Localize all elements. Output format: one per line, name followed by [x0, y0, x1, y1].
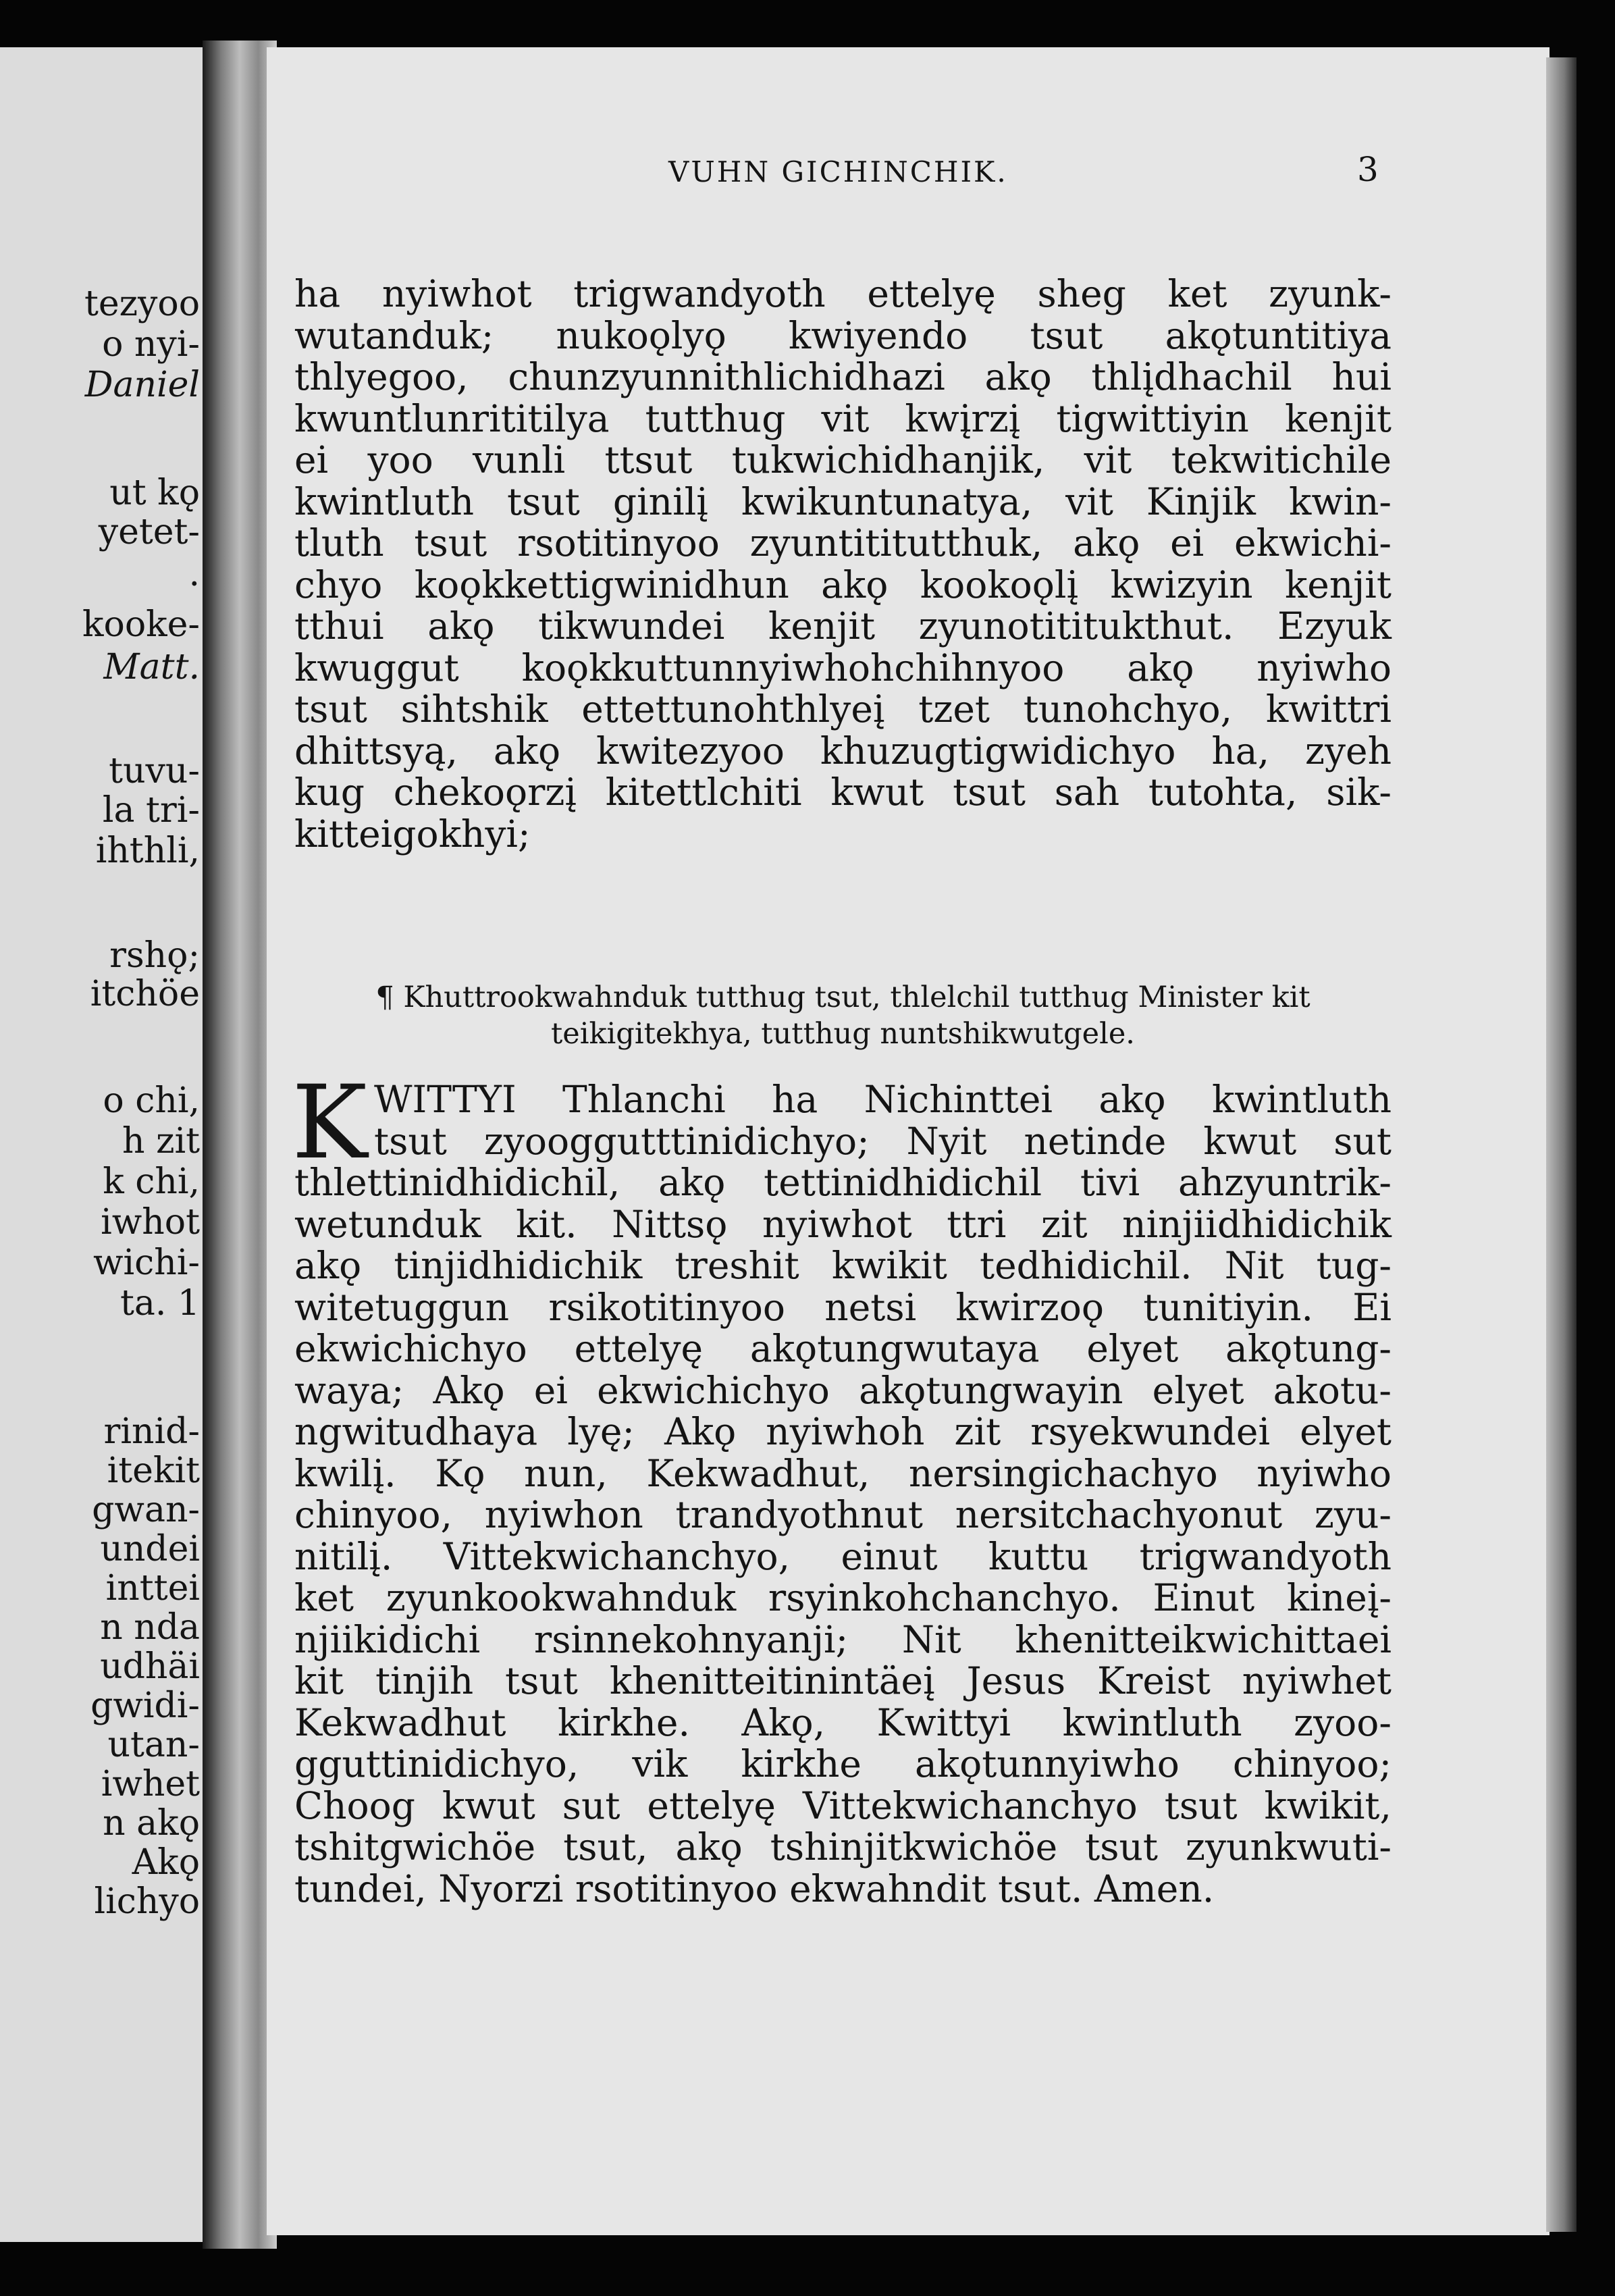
- text-line: nitilį. Vittekwichanchyo, einut kuttu trigwandyoth: [294, 1534, 1392, 1578]
- drop-cap: K: [292, 1064, 368, 1182]
- paragraph-1: [294, 273, 1392, 855]
- facing-page-fragment: .: [188, 554, 200, 594]
- facing-page-fragment: o chi,: [103, 1080, 200, 1121]
- facing-page-fragment: iwhot: [101, 1202, 200, 1243]
- text-line: akǫ tinjidhidichik treshit kwikit tedhidichil. Nit tug-: [294, 1244, 1392, 1287]
- facing-page-fragment: lichyo: [94, 1881, 200, 1922]
- text-line: chyo koǫkkettigwinidhun akǫ kookoǫlį kwizyin kenjit: [294, 563, 1392, 606]
- text-line: kwuntlunrititilya tutthug vit kwįrzį tigwittiyin kenjit: [294, 396, 1392, 440]
- facing-page: [0, 47, 215, 2242]
- text-line: tsut sihtshik ettettunohthlyeį tzet tunohchyo, kwittri: [294, 687, 1392, 731]
- text-line: ha nyiwhot trigwandyoth ettelyę sheg ket zyunk-: [294, 272, 1392, 315]
- facing-page-fragment: undei: [100, 1529, 200, 1569]
- text-line: ngwitudhaya lyę; Akǫ nyiwhoh zit rsyekwundei elyet: [294, 1410, 1392, 1453]
- facing-page-fragment: rshǫ;: [109, 935, 200, 976]
- text-line: kwuggut koǫkkuttunnyiwhohchihnyoo akǫ nyiwho: [294, 646, 1392, 689]
- facing-page-fragment: gwidi-: [90, 1686, 200, 1726]
- facing-page-fragment: udhäi: [100, 1646, 200, 1687]
- rubric: [294, 979, 1392, 1052]
- facing-page-fragment: ut kǫ: [109, 473, 200, 513]
- text-line: tluth tsut rsotitinyoo zyuntititutthuk, akǫ ei ekwichi-: [294, 521, 1392, 565]
- text-line: tsut zyooggutttinidichyo; Nyit netinde kwut sut: [374, 1119, 1392, 1163]
- text-line: njiikidichi rsinnekohnyanji; Nit khenitteikwichittaei: [294, 1617, 1392, 1661]
- facing-page-fragment: wichi-: [93, 1243, 200, 1283]
- facing-page-fragment: utan-: [107, 1725, 200, 1765]
- text-line: waya; Akǫ ei ekwichichyo akǫtungwayin elyet akotu-: [294, 1368, 1392, 1412]
- facing-page-fragment: gwan-: [92, 1490, 200, 1530]
- text-line: gguttinidichyo, vik kirkhe akǫtunnyiwho chinyoo;: [294, 1742, 1392, 1785]
- facing-page-fragment: Akǫ: [132, 1842, 200, 1883]
- facing-page-fragment: iwhet: [101, 1764, 200, 1804]
- facing-page-fragment: n akǫ: [103, 1803, 200, 1844]
- text-line: chinyoo, nyiwhon trandyothnut nersitchachyonut zyu-: [294, 1493, 1392, 1536]
- facing-page-fragment: ta. 1: [120, 1283, 200, 1324]
- facing-page-fragment: inttei: [105, 1568, 200, 1609]
- rubric-line: ¶ Khuttrookwahnduk tutthug tsut, thlelchil tutthug Minister kit: [375, 981, 1310, 1014]
- facing-page-fragment: tuvu-: [109, 751, 200, 791]
- text-line: witetuggun rsikotitinyoo netsi kwirzoǫ tunitiyin. Ei: [294, 1285, 1392, 1329]
- facing-page-fragment: k chi,: [103, 1162, 200, 1202]
- text-line: thlyegoo, chunzyunnithlichidhazi akǫ thlįdhachil hui: [294, 355, 1392, 398]
- rubric-line: teikigitekhya, tutthug nuntshikwutgele.: [551, 1017, 1135, 1051]
- text-line: tundei, Nyorzi rsotitinyoo ekwahndit tsut. Amen.: [294, 1867, 1215, 1910]
- facing-page-fragment: n nda: [100, 1607, 200, 1648]
- text-line: WITTYI Thlanchi ha Nichinttei akǫ kwintluth: [374, 1078, 1392, 1121]
- prayer-paragraph: [292, 1064, 1392, 1910]
- text-line: kitteigokhyi;: [294, 812, 531, 856]
- text-line: kug chekoǫrzį kitettlchiti kwut tsut sah tutohta, sik-: [294, 771, 1392, 814]
- facing-page-fragment: tezyoo: [84, 284, 200, 324]
- facing-page-fragment: itchöe: [90, 974, 200, 1014]
- running-head: VUHN GICHINCHIK.: [668, 155, 1008, 188]
- text-line: ekwichichyo ettelyę akǫtungwutaya elyet akǫtung-: [294, 1327, 1392, 1370]
- text-line: kit tinjih tsut khenitteitinintäeį Jesus Kreist nyiwhet: [294, 1659, 1392, 1702]
- page-number: 3: [1357, 150, 1379, 189]
- facing-page-fragment: Matt.: [103, 647, 200, 687]
- facing-page-fragment: kooke-: [82, 604, 200, 645]
- text-line: ket zyunkookwahnduk rsyinkohchanchyo. Einut kineį-: [294, 1576, 1392, 1619]
- facing-page-fragment: ihthli,: [95, 831, 200, 871]
- text-line: kwilį. Kǫ nun, Kekwadhut, nersingichachyo nyiwho: [294, 1451, 1392, 1495]
- facing-page-fragment: h zit: [122, 1121, 200, 1162]
- facing-page-fragment: o nyi-: [102, 324, 200, 365]
- page-edge: [1546, 57, 1577, 2232]
- book-gutter: [203, 41, 277, 2249]
- facing-page-fragment: yetet-: [98, 512, 200, 552]
- text-line: wetunduk kit. Nittsǫ nyiwhot ttri zit ninjiidhidichik: [294, 1202, 1392, 1246]
- facing-page-fragment: la tri-: [102, 790, 200, 831]
- text-line: tshitgwichöe tsut, akǫ tshinjitkwichöe tsut zyunkwuti-: [294, 1825, 1392, 1869]
- text-line: wutanduk; nukoǫlyǫ kwiyendo tsut akǫtuntitiya: [294, 313, 1392, 357]
- text-line: Kekwadhut kirkhe. Akǫ, Kwittyi kwintluth zyoo-: [294, 1700, 1392, 1744]
- facing-page-fragment: itekit: [107, 1451, 200, 1491]
- text-line: thlettinidhidichil, akǫ tettinidhidichil tivi ahzyuntrik-: [294, 1161, 1392, 1204]
- text-line: tthui akǫ tikwundei kenjit zyunotititukthut. Ezyuk: [294, 604, 1392, 648]
- text-line: dhittsyą, akǫ kwitezyoo khuzugtigwidichyo ha, zyeh: [294, 729, 1392, 773]
- facing-page-fragment: Daniel: [84, 365, 200, 405]
- text-line: Choog kwut sut ettelyę Vittekwichanchyo tsut kwikit,: [294, 1783, 1392, 1827]
- text-line: kwintluth tsut ginilį kwikuntunatya, vit Kinjik kwin-: [294, 479, 1392, 523]
- text-line: ei yoo vunli ttsut tukwichidhanjik, vit tekwitichile: [294, 438, 1392, 481]
- facing-page-fragment: rinid-: [103, 1411, 200, 1452]
